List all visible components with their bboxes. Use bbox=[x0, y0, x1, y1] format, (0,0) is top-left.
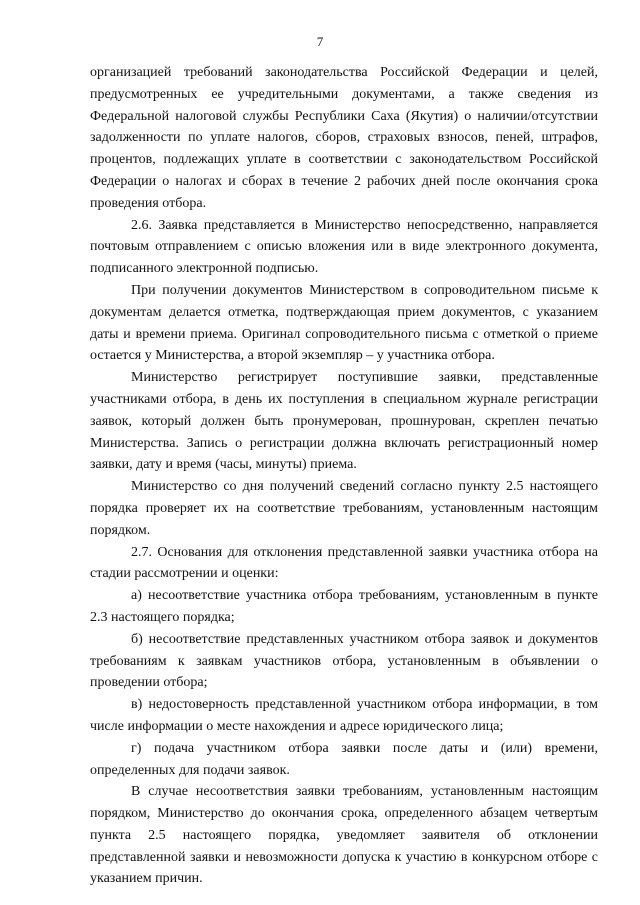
paragraph-verification: Министерство со дня получений сведений согласно пункту 2.5 настоящего порядка проверяет их на соответствие требованиям, установленным настоящим порядком. bbox=[90, 479, 598, 538]
page-number: 7 bbox=[316, 34, 324, 49]
paragraph-registration: Министерство регистрирует поступившие заявки, представленные участниками отбора, в день их поступления в специальном журнале регистрации заявок, который должен быть пронумерован, прошнурован, скреплен печатью Министерства. Запись о регистрации должна включать регистрационный номер заявки, дату и время (часы, минуты) приема. bbox=[90, 370, 598, 473]
paragraph-receipt-mark: При получении документов Министерством в сопроводительном письме к документам делается отметка, подтверждающая прием документов, с указанием даты и времени приема. Оригинал сопроводительного письма с отметкой о приеме остается у Министерства, а второй экземпляр – у участника отбора. bbox=[90, 282, 598, 364]
list-item-v: в) недостоверность представленной участником отбора информации, в том числе информации о месте нахождения и адресе юридического лица; bbox=[90, 697, 598, 734]
list-item-b: б) несоответствие представленных участником отбора заявок и документов требованиям к заявкам участников отбора, установленным в объявлении о проведении отбора; bbox=[90, 631, 598, 691]
paragraph-continuation: организацией требований законодательства Российской Федерации и целей, предусмотренных ее учредительными документами, а также сведения из Федеральной налоговой службы Республики Саха (Якутия) о наличии/отсутствии задолженности по уплате налогов, сборов, страховых взносов, пеней, штрафов, процентов, подлежащих уплате в соответствии с законодательством Российской Федерации о налогах и сборах в течение 2 рабочих дней после окончания срока проведения отбора. bbox=[90, 65, 598, 211]
paragraph-2-7: 2.7. Основания для отклонения представленной заявки участника отбора на стадии рассмотрении и оценки: bbox=[90, 544, 598, 582]
list-item-a: а) несоответствие участника отбора требованиям, установленным в пункте 2.3 настоящего порядка; bbox=[90, 588, 598, 625]
document-body bbox=[90, 62, 598, 890]
paragraph-2-6: 2.6. Заявка представляется в Министерство непосредственно, направляется почтовым отправлением с описью вложения или в виде электронного документа, подписанного электронной подписью. bbox=[90, 217, 598, 277]
paragraph-rejection-notice: В случае несоответствия заявки требованиям, установленным настоящим порядком, Министерство до окончания срока, определенного абзацем четвертым пункта 2.5 настоящего порядка, уведомляет заявителя об отклонении представленной заявки и невозможности допуска к участию в конкурсном отборе с указанием причин. bbox=[90, 784, 598, 887]
list-item-g: г) подача участником отбора заявки после даты и (или) времени, определенных для подачи заявок. bbox=[90, 740, 598, 778]
